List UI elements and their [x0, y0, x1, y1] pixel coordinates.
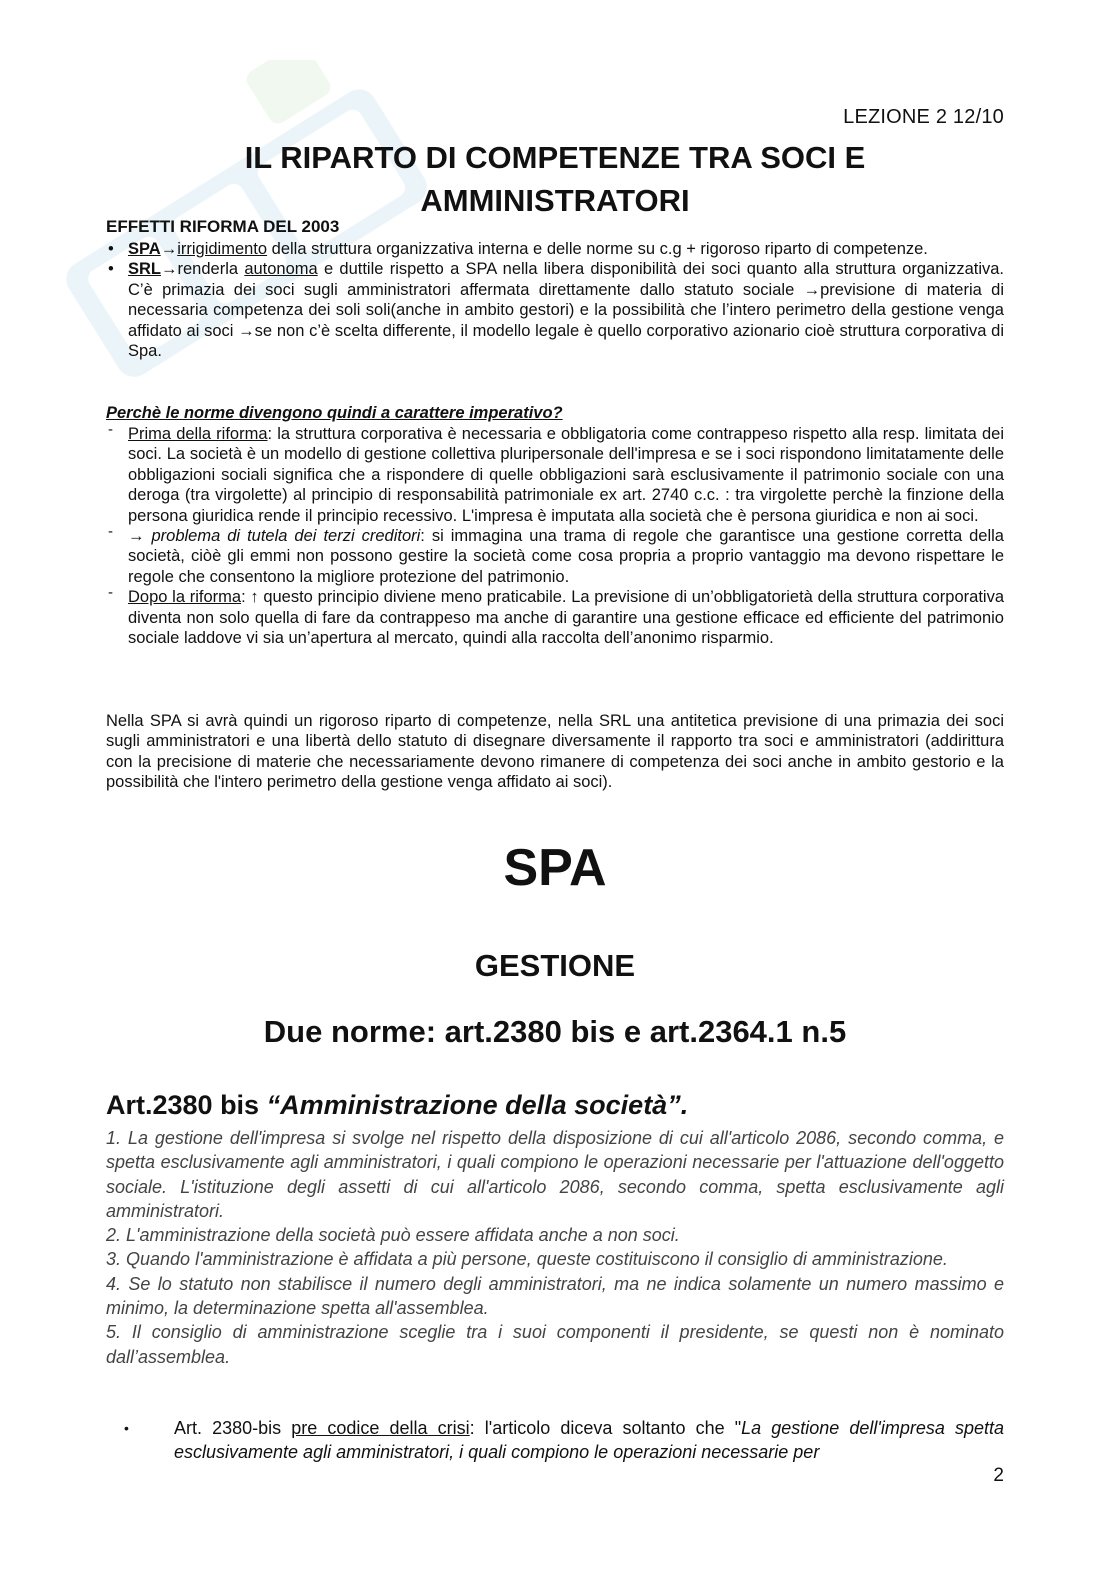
perche-heading — [106, 403, 1004, 423]
bullet-dot-icon: • — [124, 1420, 129, 1436]
underlined-autonoma: autonoma — [244, 260, 318, 279]
art2380-paragraph-4: 4. Se lo statuto non stabilisce il numero degli amministratori, ma ne indica solamente un numero massimo e minimo, la determinazione spetta all'assemblea. — [106, 1273, 1004, 1319]
art2380-paragraph-2: 2. L'amministrazione della società può essere affidata anche a non soci. — [106, 1225, 680, 1246]
art2380-paragraph-3: 3. Quando l'amministrazione è affidata a più persone, queste costituiscono il consiglio di amministrazione. — [106, 1249, 948, 1270]
list-item-spa — [106, 239, 1004, 259]
problema-text: : si immagina una trama di regole che garantisce una gestione corretta della società, ciòè gli emmi non possono gestire la società come cosa propria a proprio vantaggio ma devono rispettare le regole che consentono la migliore protezione del patrimonio. — [128, 527, 1004, 586]
art2380-title — [106, 1090, 1004, 1121]
lesson-label: LEZIONE 2 12/10 — [843, 106, 1004, 128]
pre-codice-pre: Art. 2380-bis — [174, 1418, 292, 1438]
title-line-2: AMMINISTRATORI — [420, 183, 690, 218]
underlined-pre-codice: pre codice della crisi — [291, 1418, 470, 1438]
list-item-srl — [106, 259, 1004, 361]
page-title — [106, 136, 1004, 222]
term-srl: SRL — [128, 260, 161, 279]
srl-pre: renderla — [177, 260, 245, 279]
pre-codice-mid: : l'articolo diceva soltanto che " — [469, 1418, 742, 1438]
effetti-list-container — [106, 239, 1004, 361]
effetti-list — [106, 239, 1004, 361]
perche-list-container — [106, 424, 1004, 648]
arrow: → — [161, 260, 178, 279]
summary-paragraph: Nella SPA si avrà quindi un rigoroso riparto di competenze, nella SRL una antitetica previsione di una primazia dei soci sugli amministratori e una libertà dello statuto di disegnare diversamente il rapporto tra soci e amministratori (addirittura con la precisione di materie che necessariamente devono rimanere di competenza dei soci anche in ambito gestorio e la possibilità che l'intero perimetro della gestione venga affidato ai soci). — [106, 712, 1004, 792]
prima-text: : la struttura corporativa è necessaria e obbligatoria come contrappeso rispetto alla resp. limitata dei soci. La società è un modello di gestione collettiva pluripersonale dell'impresa e se i soci rispondono limitatamente delle obbligazioni sociali significa che a rispondere di quelle obbligazioni sarà esclusivamente il patrimonio sociale con una deroga (tra virgolette) al principio di responsabilità patrimoniale ex art. 2740 c.c. : tra virgolette perchè la finzione della persona giuridica rende il principio recessivo. L'impresa è imputata alla società che è persona giuridica e non ai soci. — [128, 425, 1004, 525]
art2380-paragraph-1: 1. La gestione dell'impresa si svolge nel rispetto della disposizione di cui all'articolo 2086, secondo comma, e spetta esclusivamente agli amministratori, i quali compiono le operazioni necessarie per l'attuazione dell'oggetto sociale. L'istituzione degli assetti di cui all'articolo 2086, secondo comma, spetta esclusivamente agli amministratori. — [106, 1128, 1004, 1221]
page-number: 2 — [993, 1465, 1004, 1486]
srl-text: e duttile rispetto a SPA nella libera disponibilità dei soci quanto alla struttura organizzativa. C’è primazia dei soci sugli amministratori affermata direttamente dallo statuto sociale →previsione di materia di necessaria competenza dei soli soli(anche in ambito gestori) e la possibilità che l’intero perimetro della gestione venga affidato ai soci →se non c’è scelta differente, il modello legale è quello corporativo azionario cioè struttura corporativa di Spa. — [128, 260, 1005, 361]
list-item-prima — [106, 424, 1004, 526]
perche-heading-text: Perchè le norme divengono quindi a carattere imperativo? — [106, 404, 563, 422]
term-spa: SPA — [128, 240, 161, 258]
pre-codice-quote: La gestione dell'impresa spetta esclusivamente agli amministratori, i quali compiono le operazioni necessarie per — [174, 1418, 1005, 1462]
pre-codice-text — [174, 1416, 1004, 1464]
underlined-irrigidimento: irrigidimento — [177, 240, 268, 258]
arrow: → — [160, 240, 178, 258]
list-item-problema — [106, 526, 1004, 587]
list-item-dopo — [106, 587, 1004, 648]
due-norme-heading: Due norme: art.2380 bis e art.2364.1 n.5 — [263, 1014, 847, 1049]
art2380-body — [106, 1126, 1004, 1369]
spa-text: della struttura organizzativa interna e delle norme su c.g + rigoroso riparto di competenze. — [267, 240, 928, 258]
art2380-title-prefix: Art.2380 bis — [106, 1090, 267, 1120]
underlined-prima: Prima della riforma — [128, 425, 268, 443]
list-item-pre-codice — [106, 1416, 1004, 1464]
gestione-heading: GESTIONE — [474, 948, 636, 983]
title-line-1: IL RIPARTO DI COMPETENZE TRA SOCI E — [244, 140, 866, 175]
dopo-text: : ↑ questo principio diviene meno praticabile. La previsione di un’obbligatorietà della struttura corporativa diventa non solo quella di fare da contrappeso ma anche di garantire una gestione efficace ed efficiente del patrimonio sociale laddove vi sia un’apertura al mercato, quindi alla raccolta dell’anonimo risparmio. — [128, 588, 1005, 648]
spa-heading: SPA — [503, 839, 607, 897]
art2380-title-italic: “Amministrazione della società”. — [266, 1090, 689, 1120]
perche-list — [106, 424, 1004, 648]
effetti-heading: EFFETTI RIFORMA DEL 2003 — [106, 217, 340, 236]
italic-problema: → problema di tutela dei terzi creditori — [128, 527, 421, 546]
art2380-paragraph-5: 5. Il consiglio di amministrazione sceglie tra i suoi componenti il presidente, se questi non è nominato dall’assemblea. — [106, 1322, 1004, 1367]
underlined-dopo: Dopo la riforma — [128, 588, 242, 607]
